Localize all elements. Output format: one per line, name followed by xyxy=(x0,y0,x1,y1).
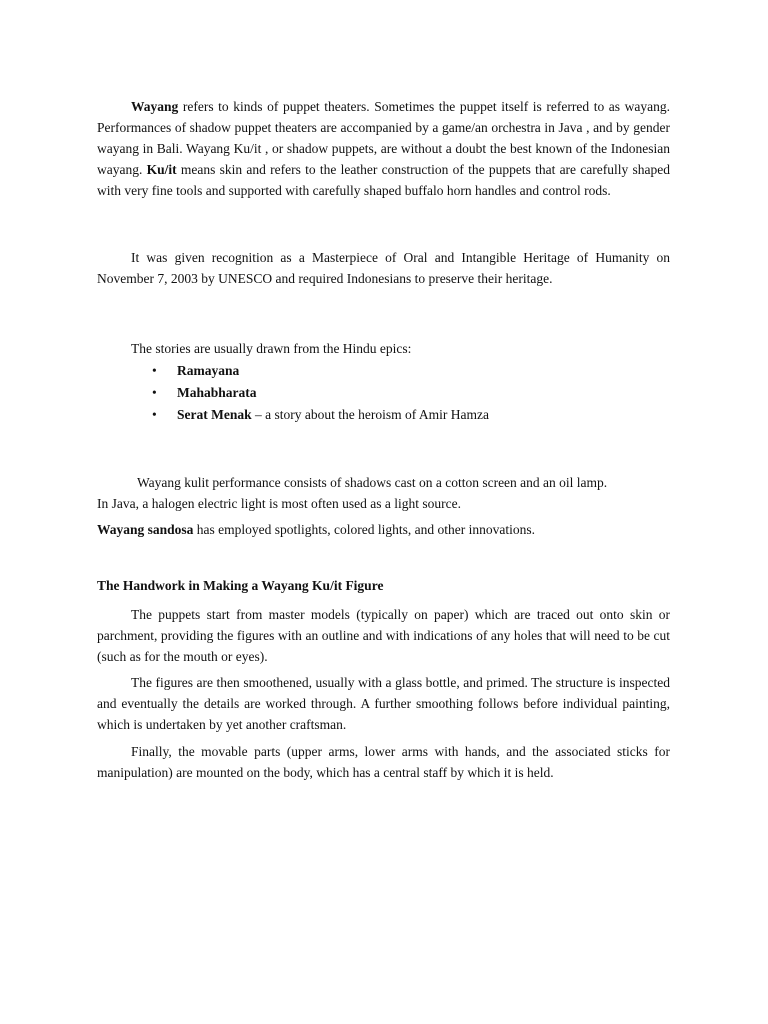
paragraph-sandosa xyxy=(97,519,670,540)
list-item xyxy=(152,360,670,382)
bullet: • xyxy=(152,407,157,422)
epics-list xyxy=(152,360,670,426)
paragraph-wayang-intro xyxy=(97,96,670,201)
bullet: • xyxy=(152,363,157,378)
performance-line-2: In Java, a halogen electric light is most often used as a light source. xyxy=(97,496,462,511)
list-item xyxy=(152,404,670,426)
epic-name: Mahabharata xyxy=(177,385,257,400)
paragraph-performance xyxy=(97,472,670,514)
term-wayang-sandosa: Wayang sandosa xyxy=(97,522,194,537)
text-wayang-definition: refers to kinds of puppet theaters. Sometimes the puppet itself is referred to as wayang. Performances of shadow puppet theaters are accompanied by a game/an orchestra in Java , and by gender wayang in Bali. Wayang Ku/it , or shadow puppets, are without a doubt the best known of the Indonesian wayang. xyxy=(97,99,670,177)
paragraph-unesco: It was given recognition as a Masterpiece of Oral and Intangible Heritage of Humanity on November 7, 2003 by UNESCO and required Indonesians to preserve their heritage. xyxy=(97,250,670,286)
term-wayang: Wayang xyxy=(131,99,179,114)
paragraph-master-models: The puppets start from master models (typically on paper) which are traced out onto skin or parchment, providing the figures with an outline and with indications of any holes that will need to be cut (such as for the mouth or eyes). xyxy=(97,607,670,664)
text-sandosa: has employed spotlights, colored lights, and other innovations. xyxy=(193,522,536,537)
list-item xyxy=(152,382,670,404)
text-kulit-definition: means skin and refers to the leather construction of the puppets that are carefully shaped with very fine tools and supported with carefully shaped buffalo horn handles and control rods. xyxy=(97,162,671,198)
stories-intro: The stories are usually drawn from the Hindu epics: xyxy=(131,341,412,356)
section-heading: The Handwork in Making a Wayang Ku/it Figure xyxy=(97,578,384,593)
epic-name: Ramayana xyxy=(177,363,240,378)
performance-line-1: Wayang kulit performance consists of shadows cast on a cotton screen and an oil lamp. xyxy=(137,475,608,490)
paragraph-movable-parts: Finally, the movable parts (upper arms, lower arms with hands, and the associated sticks for manipulation) are mounted on the body, which has a central staff by which it is held. xyxy=(97,744,670,780)
term-kulit: Ku/it xyxy=(146,162,177,177)
epic-description: – a story about the heroism of Amir Hamza xyxy=(251,407,489,422)
bullet: • xyxy=(152,385,157,400)
epic-name: Serat Menak xyxy=(177,407,252,422)
paragraph-smoothing: The figures are then smoothened, usually with a glass bottle, and primed. The structure is inspected and eventually the details are worked through. A further smoothing follows before individual painting, which is undertaken by yet another craftsman. xyxy=(97,675,670,732)
